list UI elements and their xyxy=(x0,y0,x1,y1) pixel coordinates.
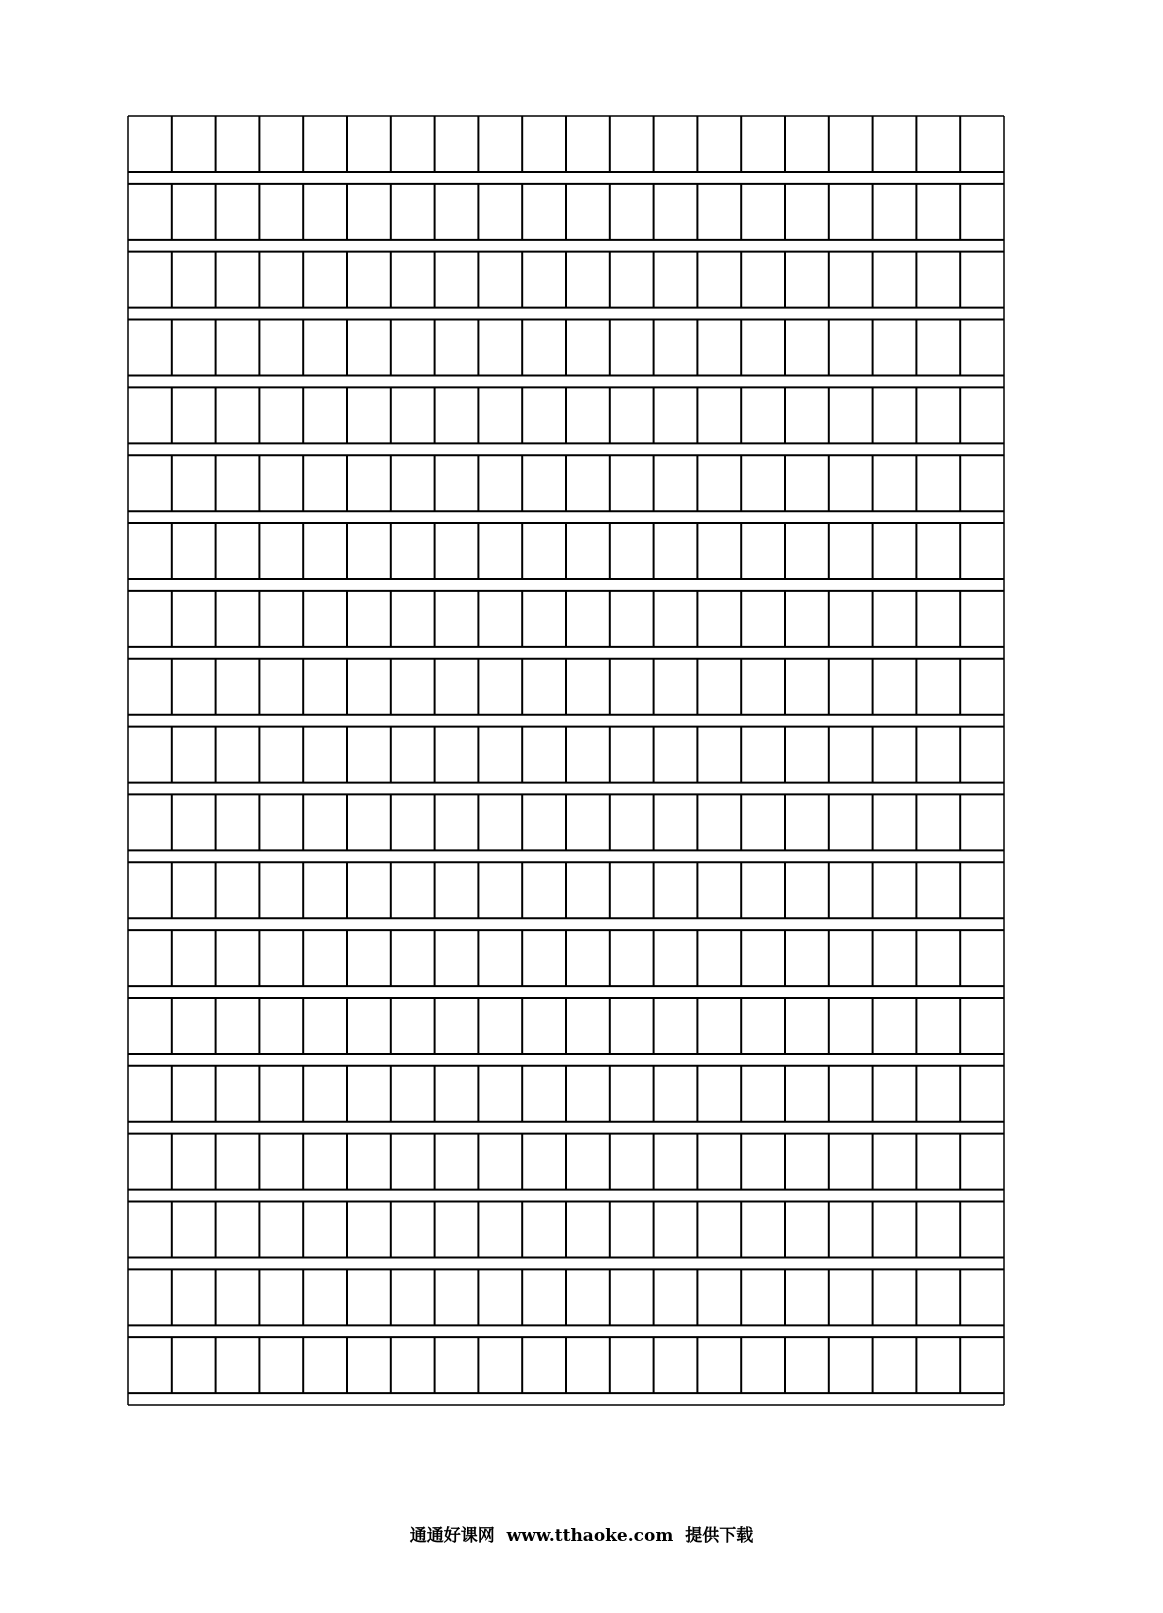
footer-url: www.tthaoke.com xyxy=(506,1526,674,1546)
footer-credit xyxy=(0,1521,1163,1546)
footer-site-name: 通通好课网 xyxy=(409,1526,495,1546)
footer-suffix: 提供下载 xyxy=(685,1526,754,1546)
